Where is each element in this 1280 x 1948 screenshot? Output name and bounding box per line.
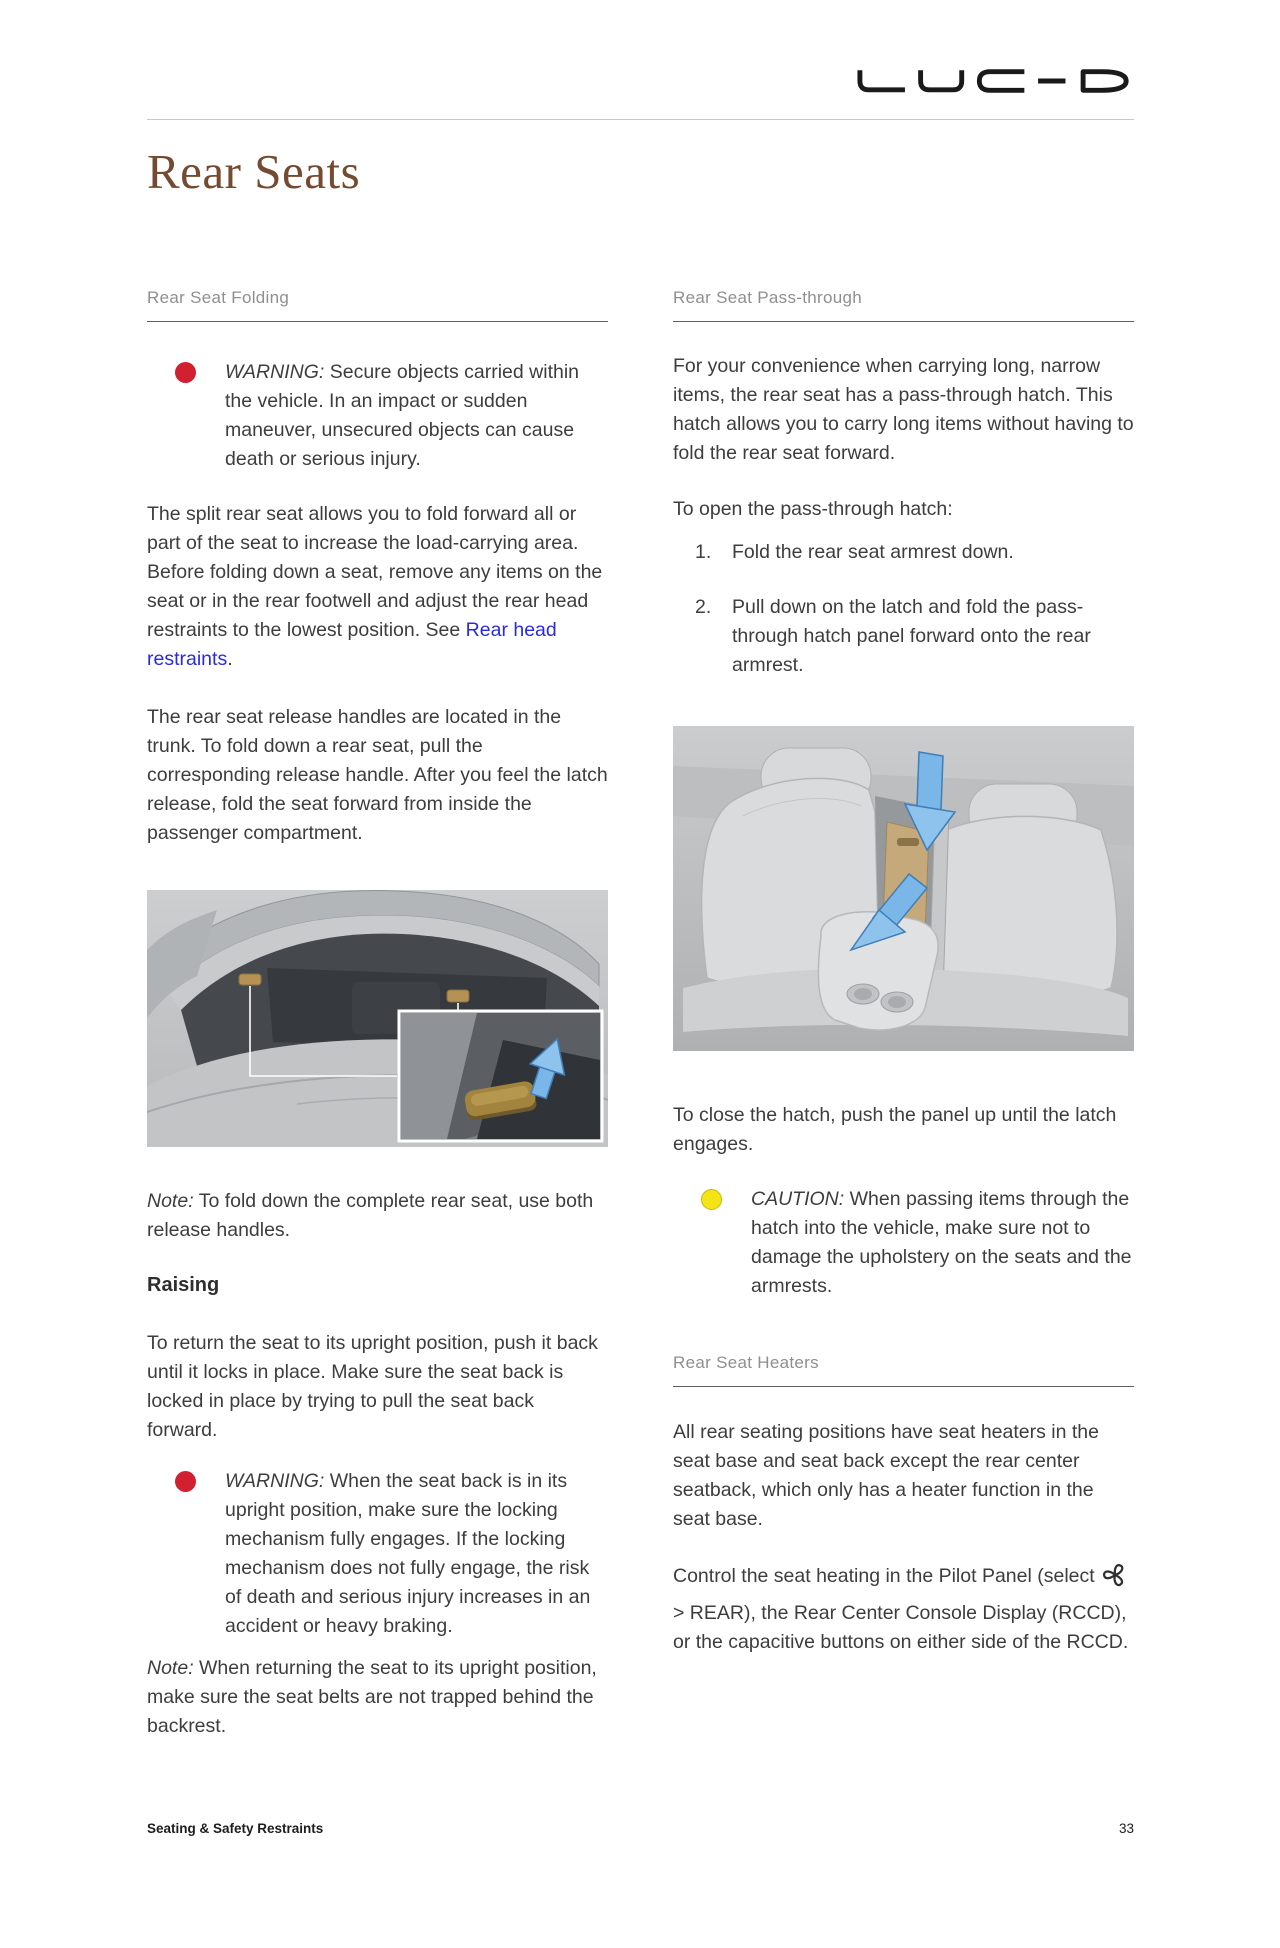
- page-footer: [147, 1821, 1134, 1948]
- warning-icon: [175, 1471, 196, 1492]
- rear-head-restraints-link[interactable]: Rear head restraints: [147, 619, 557, 670]
- section-title: Rear Seat Heaters: [673, 1353, 819, 1372]
- left-column: [147, 288, 608, 1741]
- warning-text: WARNING: Secure objects carried within the vehicle. In an impact or sudden maneuver, unsecured objects can cause death or serious injury.: [225, 361, 580, 470]
- warning-callout: [147, 1467, 608, 1641]
- warning-icon: [175, 362, 196, 383]
- caution-label: CAUTION:: [751, 1188, 845, 1210]
- page-title: Rear Seats: [147, 144, 361, 199]
- warning-text: WARNING: When the seat back is in its upright position, make sure the locking mechanism fully engages. If the locking mechanism does not fully engage, the risk of death and serious injury increases in an accident or heavy braking.: [225, 1470, 591, 1637]
- warning-callout: [147, 358, 608, 474]
- section-divider: [147, 321, 608, 322]
- right-column: [673, 288, 1134, 1741]
- list-item: 1. Fold the rear seat armrest down.: [673, 538, 1134, 567]
- caution-icon: [701, 1189, 722, 1210]
- list-number: 1.: [695, 541, 712, 563]
- body-paragraph: To return the seat to its upright position, push it back until it locks in place. Make sure the seat back is locked in place by trying to pull the seat back forward.: [147, 1332, 598, 1441]
- warning-label: WARNING:: [225, 361, 325, 383]
- caution-callout: [673, 1185, 1134, 1301]
- body-paragraph: To close the hatch, push the panel up until the latch engages.: [673, 1104, 1117, 1155]
- warning-label: WARNING:: [225, 1470, 325, 1492]
- body-paragraph: The split rear seat allows you to fold forward all or part of the seat to increase the load-carrying area. Before folding down a seat, remove any items on the seat or in the rear footwell and adjust the rear head restraints to the lowest position. See Rear head restraints.: [147, 503, 603, 670]
- caution-text: CAUTION: When passing items through the hatch into the vehicle, make sure not to damage the upholstery on the seats and the armrests.: [751, 1188, 1132, 1297]
- section-header-rear-seat-heaters: [673, 1353, 1134, 1387]
- section-divider: [673, 1386, 1134, 1387]
- footer-section-label: Seating & Safety Restraints: [147, 1821, 324, 1836]
- list-item: 2. Pull down on the latch and fold the pass-through hatch panel forward onto the rear armrest.: [673, 593, 1134, 680]
- body-paragraph: For your convenience when carrying long, narrow items, the rear seat has a pass-through hatch. This hatch allows you to carry long items without having to fold the rear seat forward.: [673, 355, 1134, 464]
- section-title: Rear Seat Pass-through: [673, 288, 862, 307]
- body-paragraph: To open the pass-through hatch:: [673, 498, 953, 520]
- note-label: Note:: [147, 1190, 194, 1212]
- body-paragraph: All rear seating positions have seat heaters in the seat base and seat back except the rear center seatback, which only has a heater function in the seat base.: [673, 1421, 1100, 1530]
- note-label: Note:: [147, 1657, 194, 1679]
- body-paragraph: Control the seat heating in the Pilot Panel (select > REAR), the Rear Center Console Display (RCCD), or the capacitive buttons on either side of the RCCD.: [673, 1560, 1134, 1657]
- list-number: 2.: [695, 596, 712, 618]
- footer-page-number: 33: [1118, 1821, 1134, 1836]
- pass-through-illustration: [673, 726, 1134, 1051]
- section-divider: [673, 321, 1134, 322]
- two-column-layout: [147, 288, 1134, 1741]
- header-divider: [147, 119, 1134, 120]
- raising-heading: Raising: [147, 1274, 220, 1296]
- note-paragraph: Note: To fold down the complete rear seat, use both release handles.: [147, 1190, 594, 1241]
- trunk-release-illustration: [147, 890, 608, 1147]
- section-header-rear-seat-pass-through: [673, 288, 1134, 322]
- fan-icon: [1100, 1560, 1130, 1599]
- body-paragraph: The rear seat release handles are located in the trunk. To fold down a rear seat, pull the corresponding release handle. After you feel the latch release, fold the seat forward from inside the passenger compartment.: [147, 706, 608, 844]
- section-header-rear-seat-folding: [147, 288, 608, 322]
- section-title: Rear Seat Folding: [147, 288, 290, 307]
- lucid-logo-icon: [856, 68, 1134, 99]
- page-header: [147, 0, 1134, 200]
- note-paragraph: Note: When returning the seat to its upright position, make sure the seat belts are not trapped behind the backrest.: [147, 1657, 597, 1737]
